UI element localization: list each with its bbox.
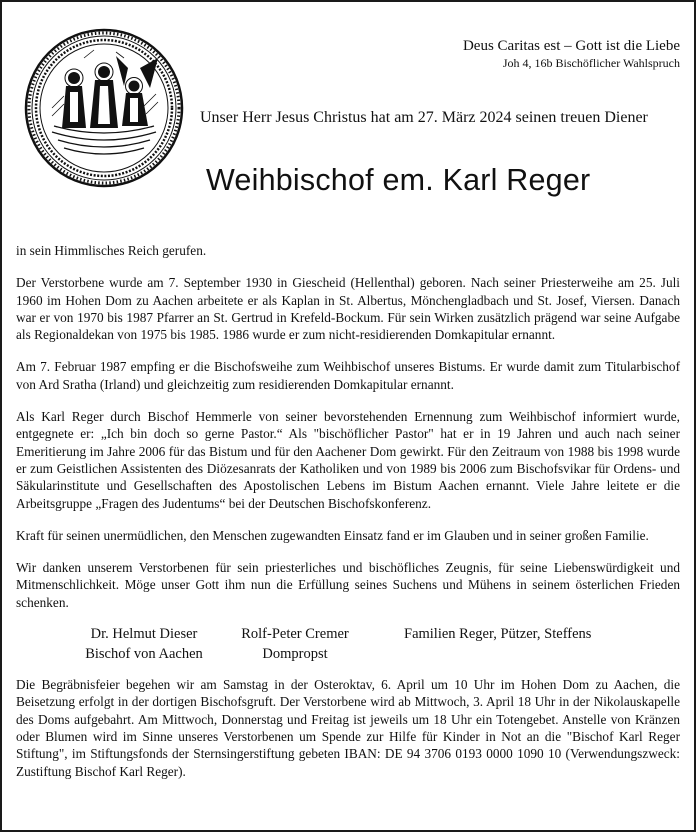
signatory-name: Dr. Helmut Dieser	[90, 626, 198, 643]
signatory-bishop	[74, 624, 214, 664]
deceased-name: Weihbischof em. Karl Reger	[206, 163, 591, 197]
motto	[463, 37, 680, 71]
paragraph-thanks: Wir danken unserem Verstorbenen für sein priesterliches und bischöfliches Zeugnis, für seine Liebenswürdigkeit und Mitmenschlichkeit. Möge unser Gott ihm nun die Erfüllung seines Suchens und Mühens in seinem österlichen Frieden schenken.	[16, 560, 680, 610]
obituary-body	[16, 242, 680, 780]
signatory-role: Dompropst	[262, 646, 328, 663]
paragraph-consecration: Am 7. Februar 1987 empfing er die Bischofsweihe zum Weihbischof unseres Bistums. Er wurde damit zum Titularbischof von Ard Sratha (Irland) und gleichzeitig zum residierenden Domkapitular ernannt.	[16, 359, 680, 392]
signatory-provost	[238, 624, 352, 664]
paragraph-ministry: Als Karl Reger durch Bischof Hemmerle von seiner bevorstehenden Ernennung zum Weihbischof informiert wurde, entgegnete er: „Ich bin doch so gerne Pastor.“ Als "bischöflicher Pastor" hat er in 19 Jahren und auch nach seiner Emeritierung im Jahre 2006 für das Bistum und für den Aachener Dom gewirkt. Für den Zeitraum von 1988 bis 1998 wurde er zum Geistlichen Assistenten des Diözesanrats der Katholiken und von 1989 bis 2006 zum Bischofsvikar für Ordens- und Säkularinstitute und Gesellschaften des Apostolischen Lebens im Bistum Aachen ernannt. Viele Jahre leitete er die Arbeitsgruppe „Fragen des Judentums“ bei der Deutschen Bischofskonferenz.	[16, 409, 680, 511]
motto-reference: Joh 4, 16b Bischöflicher Wahlspruch	[502, 56, 680, 70]
paragraph-called-home: in sein Himmlisches Reich gerufen.	[16, 243, 207, 258]
signatory-name: Familien Reger, Pützer, Steffens	[404, 626, 592, 643]
intro-line: Unser Herr Jesus Christus hat am 27. März 2024 seinen treuen Diener	[200, 109, 648, 126]
paragraph-faith: Kraft für seinen unermüdlichen, den Menschen zugewandten Einsatz fand er im Glauben und in seiner großen Familie.	[16, 527, 649, 543]
signatory-families	[404, 624, 591, 644]
episcopal-seal-icon	[24, 28, 184, 188]
motto-text: Deus Caritas est – Gott ist die Liebe	[462, 38, 680, 54]
signatory-name: Rolf-Peter Cremer	[241, 626, 349, 643]
paragraph-biography: Der Verstorbene wurde am 7. September 1930 in Giescheid (Hellenthal) geboren. Nach seiner Priesterweihe am 25. Juli 1960 im Hohen Dom zu Aachen arbeitete er als Kaplan in St. Albertus, Mönchengladbach und St. Josef, Viersen. Danach war er von 1970 bis 1987 Pfarrer an St. Gertrud in Krefeld-Bockum. Für sein Wirken zusätzlich prägend war seine Aufgabe als Regionaldekan von 1975 bis 1985. 1986 wurde er zum nicht-residierenden Domkapitular ernannt.	[16, 275, 680, 343]
paragraph-funeral: Die Begräbnisfeier begehen wir am Samstag in der Osteroktav, 6. April um 10 Uhr im Hohen Dom zu Aachen, die Beisetzung erfolgt in der dortigen Bischofsgruft. Der Verstorbene wird ab Mittwoch, 3. April 18 Uhr in der Nikolauskapelle des Doms aufgebahrt. Am Mittwoch, Donnerstag und Freitag ist jeweils um 18 Uhr ein Totengebet. Anstelle von Kränzen oder Blumen wird im Sinne unseres Verstorbenen um Spende zur Hilfe für Kinder in Not an die "Bischof Karl Reger Stiftung", im Stiftungsfonds der Sternsingerstiftung gebeten IBAN: DE 94 3706 0193 0000 1090 10 (Verwendungszweck: Zustiftung Bischof Karl Reger).	[16, 677, 680, 779]
signatories	[16, 624, 680, 662]
signatory-role: Bischof von Aachen	[85, 646, 203, 663]
